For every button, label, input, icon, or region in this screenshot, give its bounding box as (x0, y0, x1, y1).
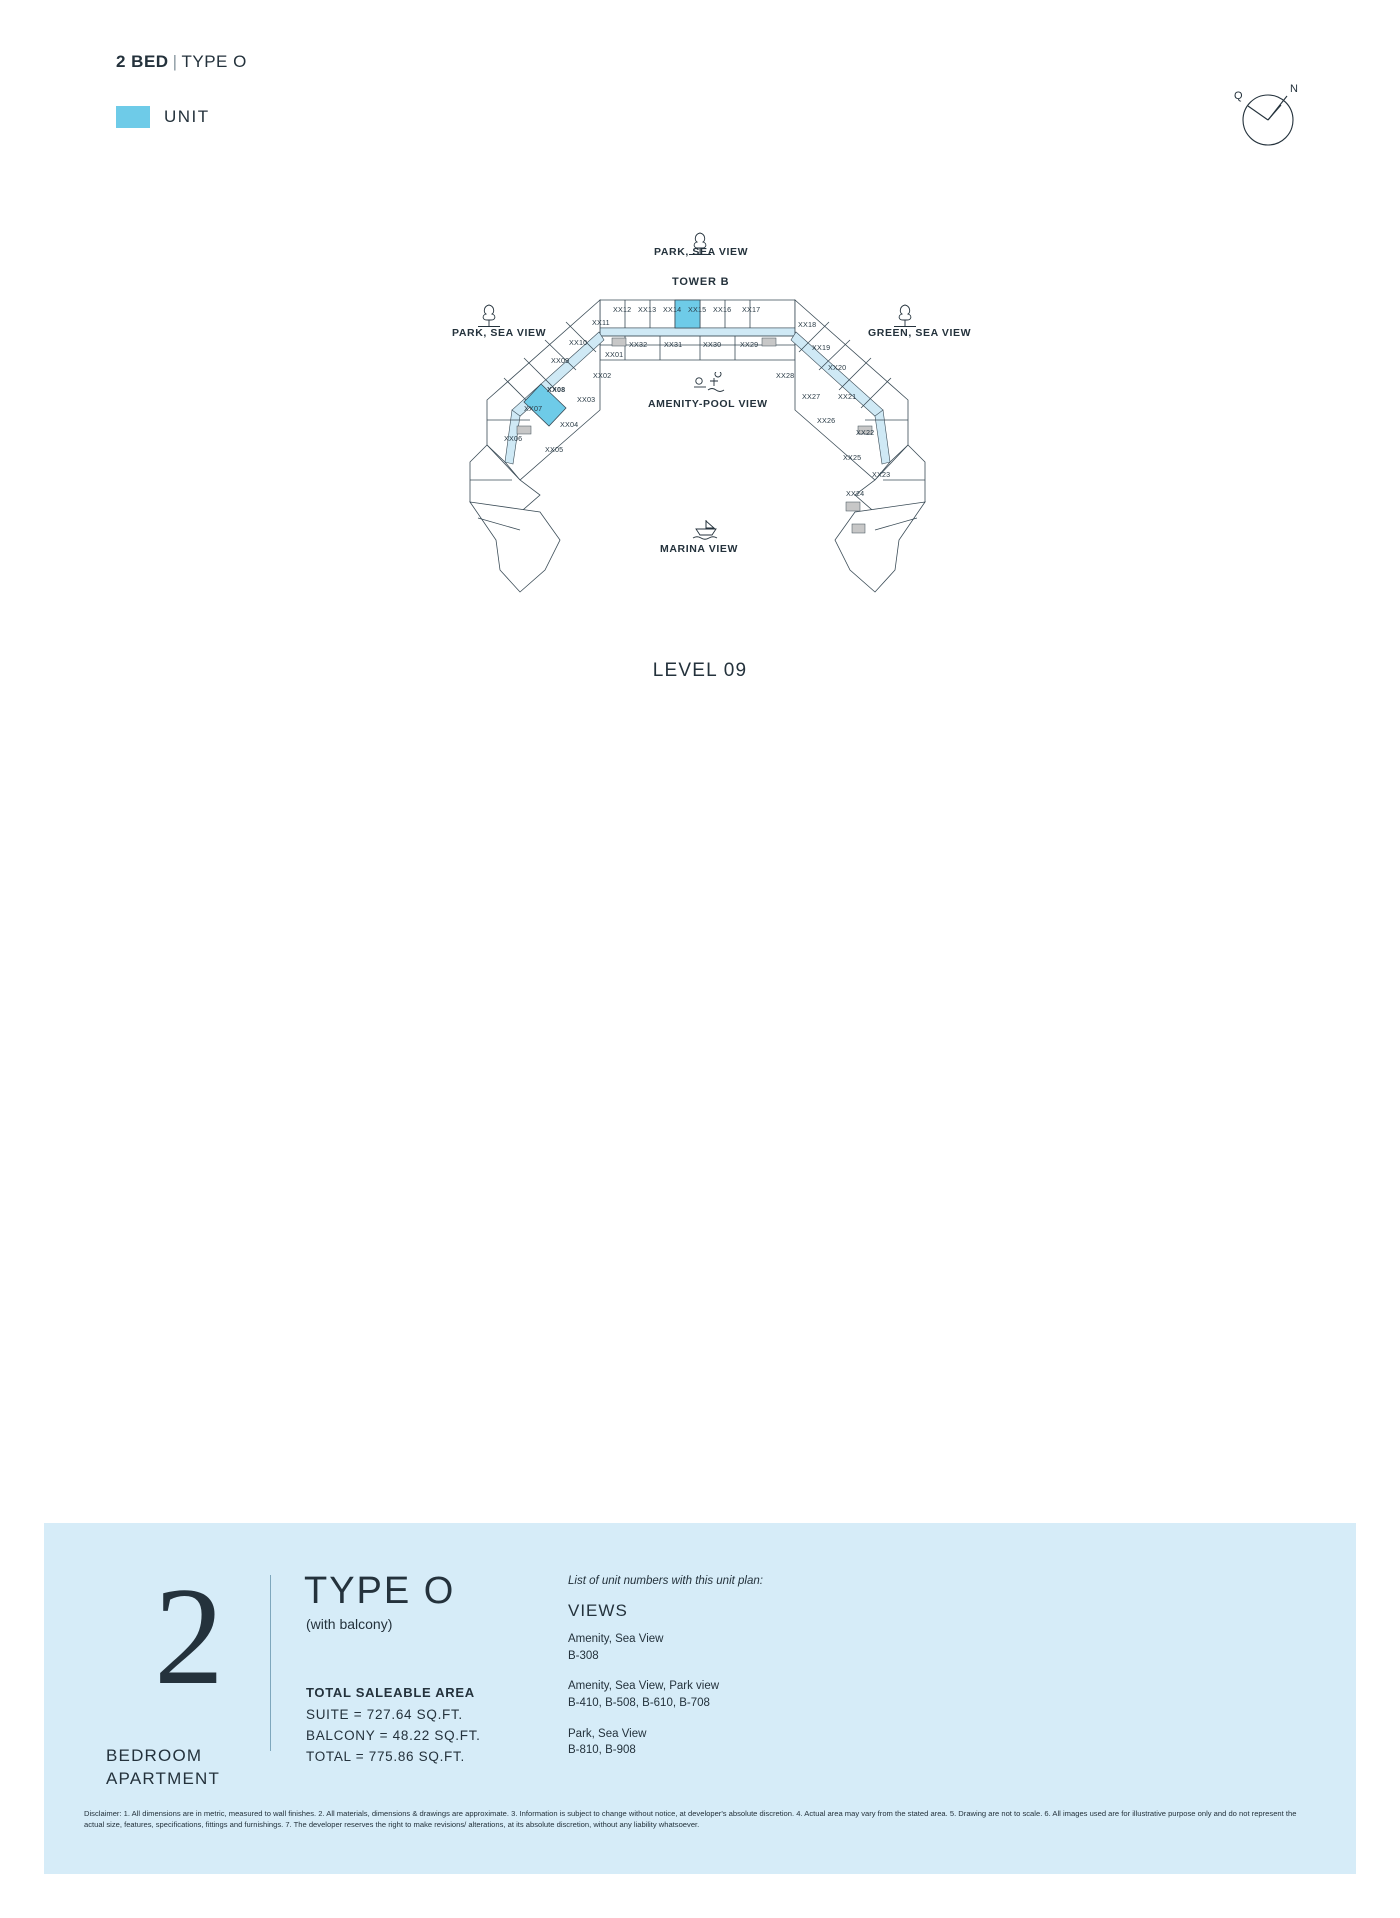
unit-number: XX28 (776, 371, 795, 380)
views-group-units: B-410, B-508, B-610, B-708 (568, 1697, 710, 1710)
bed-count-label: 2 BED (116, 52, 169, 71)
views-group (568, 1678, 719, 1711)
views-group (568, 1631, 719, 1664)
area-suite: SUITE = 727.64 SQ.FT. (306, 1707, 463, 1722)
unit-number: XX18 (798, 320, 817, 329)
views-group-units: B-810, B-908 (568, 1744, 636, 1757)
unit-number-highlighted: XX08 (547, 385, 566, 394)
level-label: LEVEL 09 (652, 660, 748, 681)
unit-number: XX11 (592, 318, 610, 327)
footer-type-subtitle: (with balcony) (306, 1616, 393, 1632)
callout-label-marina-view: MARINA VIEW (660, 543, 738, 555)
bedroom-line1: BEDROOM (106, 1746, 203, 1765)
unit-type-label: TYPE O (181, 52, 247, 71)
unit-number: XX04 (560, 420, 579, 429)
unit-number: XX23 (872, 470, 891, 479)
area-values (306, 1705, 481, 1768)
keyplan-diagram (0, 240, 1400, 700)
unit-number: XX19 (812, 343, 831, 352)
legend-swatch-unit (116, 106, 150, 128)
unit-number: XX12 (613, 305, 632, 314)
callout-label-park-sea-view-left: PARK, SEA VIEW (452, 327, 547, 339)
footer-type-title: TYPE O (304, 1570, 456, 1612)
unit-number: XX29 (740, 340, 759, 349)
views-group-label: Amenity, Sea View (568, 1633, 664, 1645)
unit-list-intro: List of unit numbers with this unit plan: (568, 1575, 763, 1587)
bedroom-apartment-label (106, 1745, 220, 1791)
unit-number: XX20 (828, 363, 847, 372)
views-group-units: B-308 (568, 1649, 599, 1662)
tower-label: TOWER B (672, 276, 730, 288)
disclaimer-text: Disclaimer: 1. All dimensions are in metric, measured to wall finishes. 2. All materials, dimensions & drawings are approximate. 3. Information is subject to change without notice, at developer's absolute discretion. 4. Actual area may vary from the stated area. 5. Drawing are not to scale. 6. All images used are for illustrative purpose only and do not represent the actual size, features, specifications, fittings and furnishings. 7. The developer reserves the right to make revisions/ alterations, at its absolute discretion, without any liability whatsoever. (84, 1809, 1297, 1830)
views-group-label: Amenity, Sea View, Park view (568, 1680, 720, 1693)
unit-number: XX31 (664, 340, 683, 349)
unit-number: XX17 (742, 305, 761, 314)
footer-panel (44, 1523, 1356, 1874)
callout-label-park-sea-view-top: PARK, SEA VIEW (654, 246, 749, 258)
area-balcony: BALCONY = 48.22 SQ.FT. (306, 1727, 481, 1743)
area-total: TOTAL = 775.86 SQ.FT. (306, 1748, 465, 1764)
unit-number: XX16 (713, 305, 732, 314)
views-group-label: Park, Sea View (568, 1727, 647, 1740)
unit-number: XX25 (843, 453, 862, 462)
callout-label-amenity-pool-view: AMENITY-POOL VIEW (648, 398, 768, 410)
unit-number: XX03 (577, 395, 596, 404)
views-group (568, 1726, 719, 1759)
unit-number: XX21 (838, 392, 857, 401)
unit-number: XX05 (545, 445, 564, 454)
unit-number: XX10 (569, 338, 588, 347)
legend (116, 106, 210, 128)
title-separator: | (172, 52, 178, 71)
unit-number: XX09 (551, 356, 570, 365)
unit-number: XX01 (605, 350, 624, 359)
unit-number: XX14 (663, 305, 682, 314)
unit-number: XX06 (504, 434, 523, 443)
area-heading: TOTAL SALEABLE AREA (306, 1685, 475, 1700)
compass-other-label: Q (1234, 90, 1243, 102)
unit-number: XX27 (802, 392, 821, 401)
bedroom-count-number: 2 (154, 1559, 224, 1714)
callout-label-green-sea-view: GREEN, SEA VIEW (868, 327, 972, 339)
unit-number: XX26 (817, 416, 836, 425)
views-list (568, 1631, 719, 1773)
unit-number: XX30 (703, 340, 722, 349)
unit-number: XX07 (524, 404, 543, 413)
compass-north-label: N (1290, 83, 1298, 95)
unit-number: XX32 (629, 340, 648, 349)
views-heading: VIEWS (568, 1601, 628, 1620)
page-title (116, 52, 247, 72)
compass-rose (1224, 78, 1308, 150)
unit-number: XX15 (688, 305, 707, 314)
unit-number: XX13 (638, 305, 657, 314)
bedroom-line2: APARTMENT (106, 1768, 221, 1788)
unit-number: XX02 (593, 371, 612, 380)
footer-divider (270, 1575, 271, 1751)
unit-number: XX22 (856, 428, 875, 437)
unit-number: XX24 (846, 489, 865, 498)
legend-label-unit: UNIT (164, 107, 210, 126)
